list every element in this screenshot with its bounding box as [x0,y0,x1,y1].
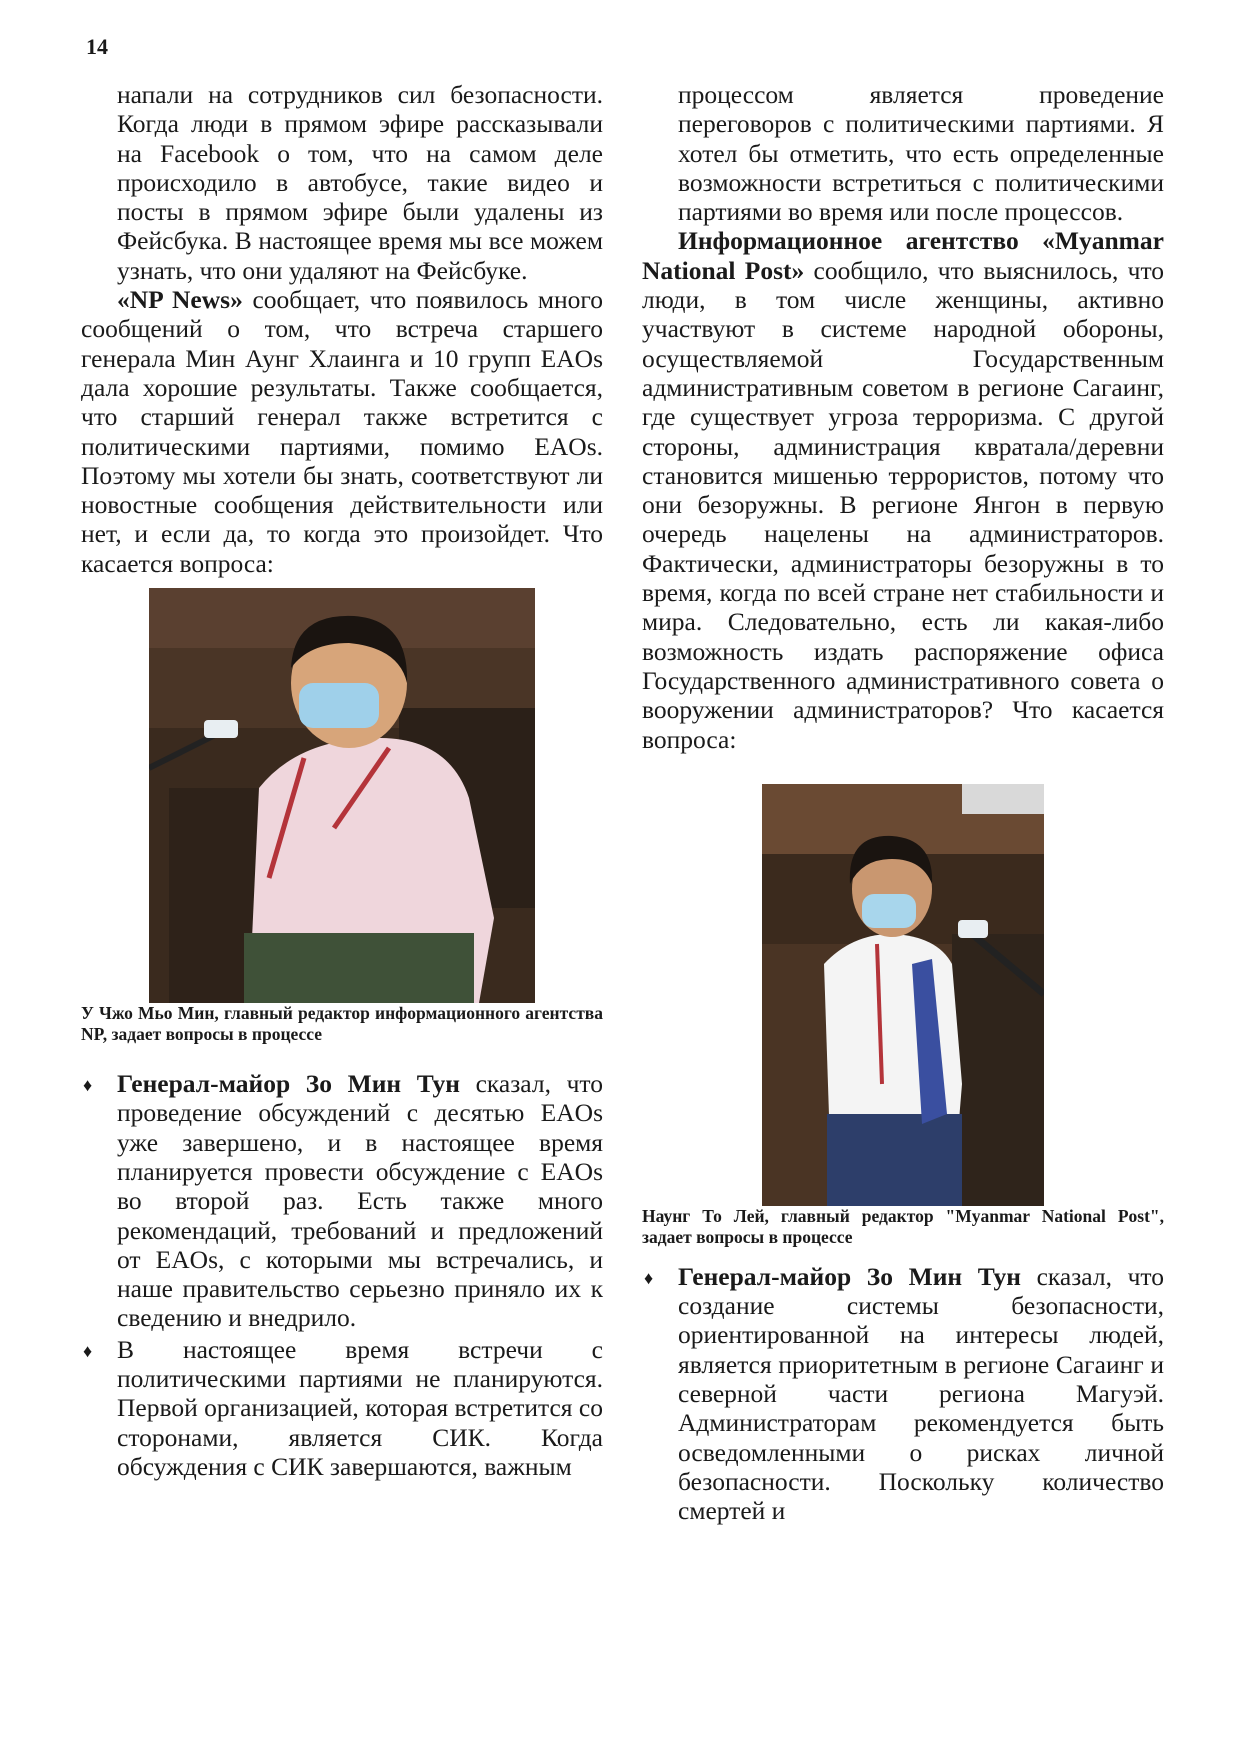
bullet-left-1 [81,1069,603,1333]
news-source-np: «NP News» [117,285,243,315]
left-column [81,80,603,1481]
photo-caption-mnp-editor: Наунг То Лей, главный редактор "Myanmar National Post", задает вопросы в процессе [642,1205,1164,1247]
speaker-name: Генерал-майор Зо Мин Тун [117,1069,460,1099]
bullet-right-1 [642,1262,1164,1526]
photo-np-editor-image [149,588,535,1003]
bullet-left-2: ♦ В настоящее время встречи с политическими партиями не планируются. Первой организацией, которая встретится со сторонами, является СИК. Когда обсуждения с СИК завершаются, важным [81,1335,603,1481]
right-paragraph-mnp [642,226,1164,753]
mnp-text: сообщило, что выяснилось, что люди, в том числе женщины, активно участвуют в системе народной обороны, осуществляемой Государственным административным советом в регионе Сагаинг, где существует угроза терроризма. С другой стороны, администрация квратала/деревни становится мишенью террористов, потому что они безоружны. В регионе Янгон в первую очередь нацелены на администраторов. Фактически, администраторы безоружны в то время, когда по всей стране нет стабильности и мира. Следовательно, есть ли какая-либо возможность издать распоряжение офиса Государственного административного совета о вооружении администраторов? Что касается вопроса: [642,255,1165,754]
page-number: 14 [86,34,108,59]
right-paragraph-continued: процессом является проведение переговоров с политическими партиями. Я хотел бы отметить, что есть определенные возможности встретиться с политическими партиями во время или после процессов. [678,80,1164,227]
photo-caption-np-editor: У Чжо Мьо Мин, главный редактор информационного агентства NP, задает вопросы в процессе [81,1003,603,1045]
np-news-text: сообщает, что появилось много сообщений о том, что встреча старшего генерала Мин Аунг Хлаинга и 10 групп EAOs дала хорошие результаты. Также сообщается, что старший генерал также встретится с политическими партиями, помимо EAOs. Поэтому мы хотели бы знать, соответствуют ли новостные сообщения действительности или нет, и если да, то когда это произойдет. Что касается вопроса: [81,285,603,578]
photo-mnp-editor [762,784,1044,1206]
right-column [642,80,1164,1526]
photo-np-editor [149,588,535,1003]
bullet-right-1-text: сказал, что создание системы безопасности, ориентированной на интересы людей, является приоритетным в регионе Сагаинг и северной части региона Магуэй. Администраторам рекомендуется быть осведомленными о рисках личной безопасности. Поскольку количество смертей и [678,1261,1164,1526]
bullet-left-1-text: сказал, что проведение обсуждений с десятью EAOs уже завершено, и в настоящее время планируется провести обсуждение с EAOs во второй раз. Есть также много рекомендаций, требований и предложений от EAOs, с которыми мы встречались, и наше правительство серьезно приняло их к сведению и внедрило. [117,1069,603,1333]
photo-mnp-editor-image [762,784,1044,1206]
left-paragraph-continued: напали на сотрудников сил безопасности. Когда люди в прямом эфире рассказывали на Facebook о том, что на самом деле происходило в автобусе, такие видео и посты в прямом эфире были удалены из Фейсбука. В настоящее время мы все можем узнать, что они удаляют на Фейсбуке. [117,80,603,285]
news-source-mnp: Информационное агентство «Myanmar National Post» [642,226,1164,285]
speaker-name: Генерал-майор Зо Мин Тун [678,1261,1021,1291]
left-paragraph-np-news [81,285,603,578]
